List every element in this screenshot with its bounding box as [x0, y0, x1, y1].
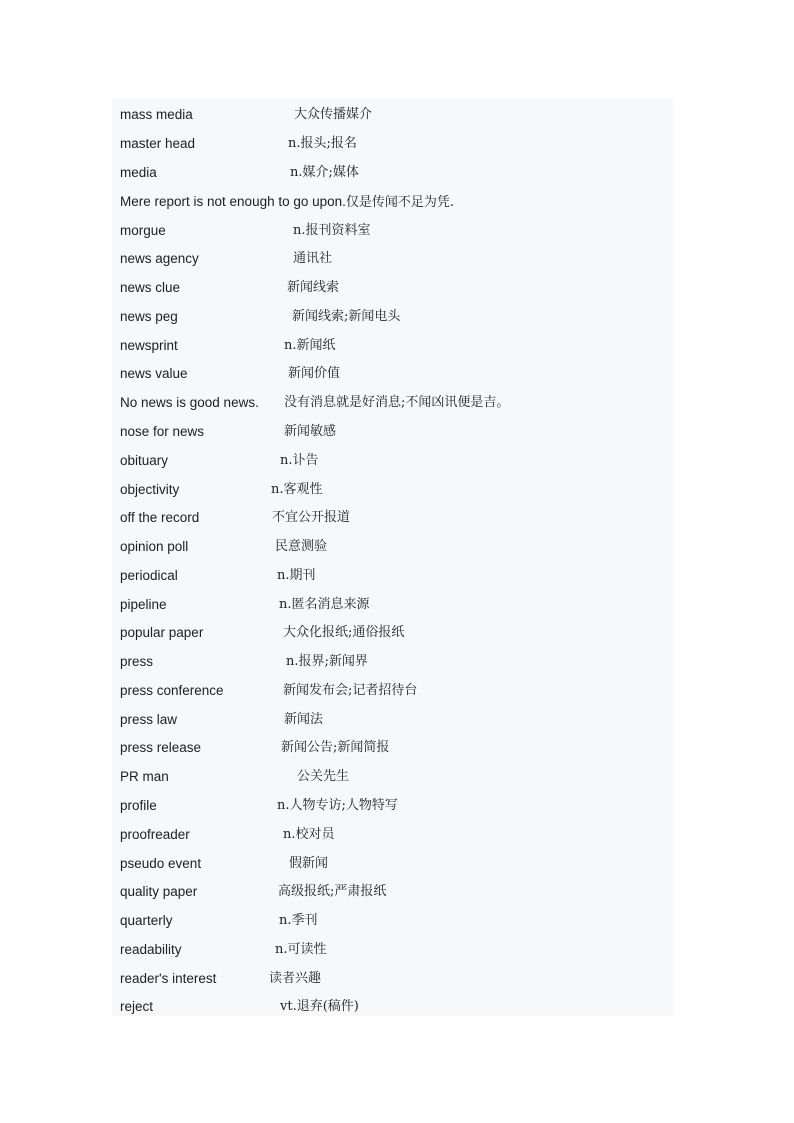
term: popular paper [120, 625, 204, 640]
list-item [120, 825, 680, 845]
definition: n.人物专访;人物特写 [277, 798, 398, 813]
list-item [120, 307, 680, 327]
list-item [120, 997, 680, 1017]
list-item [120, 221, 680, 241]
list-item [120, 364, 680, 384]
term: morgue [120, 223, 166, 238]
term: objectivity [120, 482, 180, 497]
definition: 新闻线索;新闻电头 [292, 309, 401, 324]
list-item [120, 710, 680, 730]
list-item [120, 595, 680, 615]
term: news peg [120, 309, 178, 324]
term: nose for news [120, 424, 205, 439]
term: press law [120, 712, 178, 727]
list-item [120, 192, 680, 212]
term: opinion poll [120, 539, 189, 554]
term: quarterly [120, 913, 173, 928]
list-item [120, 738, 680, 758]
list-item [120, 134, 680, 154]
term: pseudo event [120, 856, 202, 871]
definition: n.媒介;媒体 [290, 165, 359, 180]
list-item [120, 767, 680, 787]
list-item [120, 796, 680, 816]
term: reader's interest [120, 971, 217, 986]
definition: 新闻价值 [288, 366, 341, 381]
list-item [120, 854, 680, 874]
definition: 读者兴趣 [269, 971, 322, 986]
list-item [120, 882, 680, 902]
definition: 高级报纸;严肃报纸 [278, 884, 387, 899]
definition: n.期刊 [277, 568, 316, 583]
term: news clue [120, 280, 181, 295]
term: newsprint [120, 338, 178, 353]
term: reject [120, 999, 154, 1014]
list-item [120, 336, 680, 356]
list-item [120, 249, 680, 269]
definition: n.可读性 [275, 942, 327, 957]
definition: n.报界;新闻界 [286, 654, 368, 669]
term: Mere report is not enough to go upon. [120, 194, 346, 209]
list-item [120, 480, 680, 500]
definition: n.校对员 [283, 827, 335, 842]
definition: 假新闻 [289, 856, 329, 871]
list-item [120, 163, 680, 183]
definition: 新闻发布会;记者招待台 [283, 683, 418, 698]
definition: n.报刊资料室 [293, 223, 371, 238]
definition: 没有消息就是好消息;不闻凶讯便是吉。 [284, 395, 510, 410]
definition: vt.退弃(稿件) [280, 999, 359, 1014]
list-item [120, 393, 680, 413]
definition: n.报头;报名 [288, 136, 357, 151]
term: press release [120, 740, 202, 755]
definition: n.讣告 [280, 453, 319, 468]
term: mass media [120, 107, 193, 122]
term: periodical [120, 568, 178, 583]
term: readability [120, 942, 182, 957]
list-item [120, 940, 680, 960]
list-item [120, 422, 680, 442]
definition: n.季刊 [279, 913, 318, 928]
list-item [120, 451, 680, 471]
term: news agency [120, 251, 199, 266]
definition: 大众传播媒介 [294, 107, 373, 122]
definition: 新闻敏感 [284, 424, 337, 439]
term: profile [120, 798, 157, 813]
term: obituary [120, 453, 169, 468]
definition: 通讯社 [293, 251, 333, 266]
term: PR man [120, 769, 169, 784]
definition: 大众化报纸;通俗报纸 [283, 625, 405, 640]
list-item [120, 623, 680, 643]
list-item [120, 681, 680, 701]
definition: 民意测验 [275, 539, 328, 554]
term: news value [120, 366, 188, 381]
term: quality paper [120, 884, 198, 899]
definition: n.客观性 [271, 482, 323, 497]
list-item [120, 508, 680, 528]
list-item [120, 911, 680, 931]
term: media [120, 165, 157, 180]
definition: 仅是传闻不足为凭. [345, 195, 455, 210]
term: master head [120, 136, 196, 151]
term: press conference [120, 683, 224, 698]
list-item [120, 652, 680, 672]
term: press [120, 654, 154, 669]
term: No news is good news. [120, 395, 259, 410]
term: pipeline [120, 597, 167, 612]
definition: 公关先生 [297, 769, 350, 784]
list-item [120, 537, 680, 557]
definition: 新闻公告;新闻简报 [281, 740, 390, 755]
definition: 不宜公开报道 [272, 510, 351, 525]
list-item [120, 566, 680, 586]
definition: n.新闻纸 [284, 338, 336, 353]
list-item [120, 278, 680, 298]
list-item [120, 969, 680, 989]
list-item [120, 105, 680, 125]
definition: n.匿名消息来源 [279, 597, 370, 612]
term: off the record [120, 510, 200, 525]
term: proofreader [120, 827, 190, 842]
definition: 新闻法 [284, 712, 324, 727]
definition: 新闻线索 [287, 280, 340, 295]
